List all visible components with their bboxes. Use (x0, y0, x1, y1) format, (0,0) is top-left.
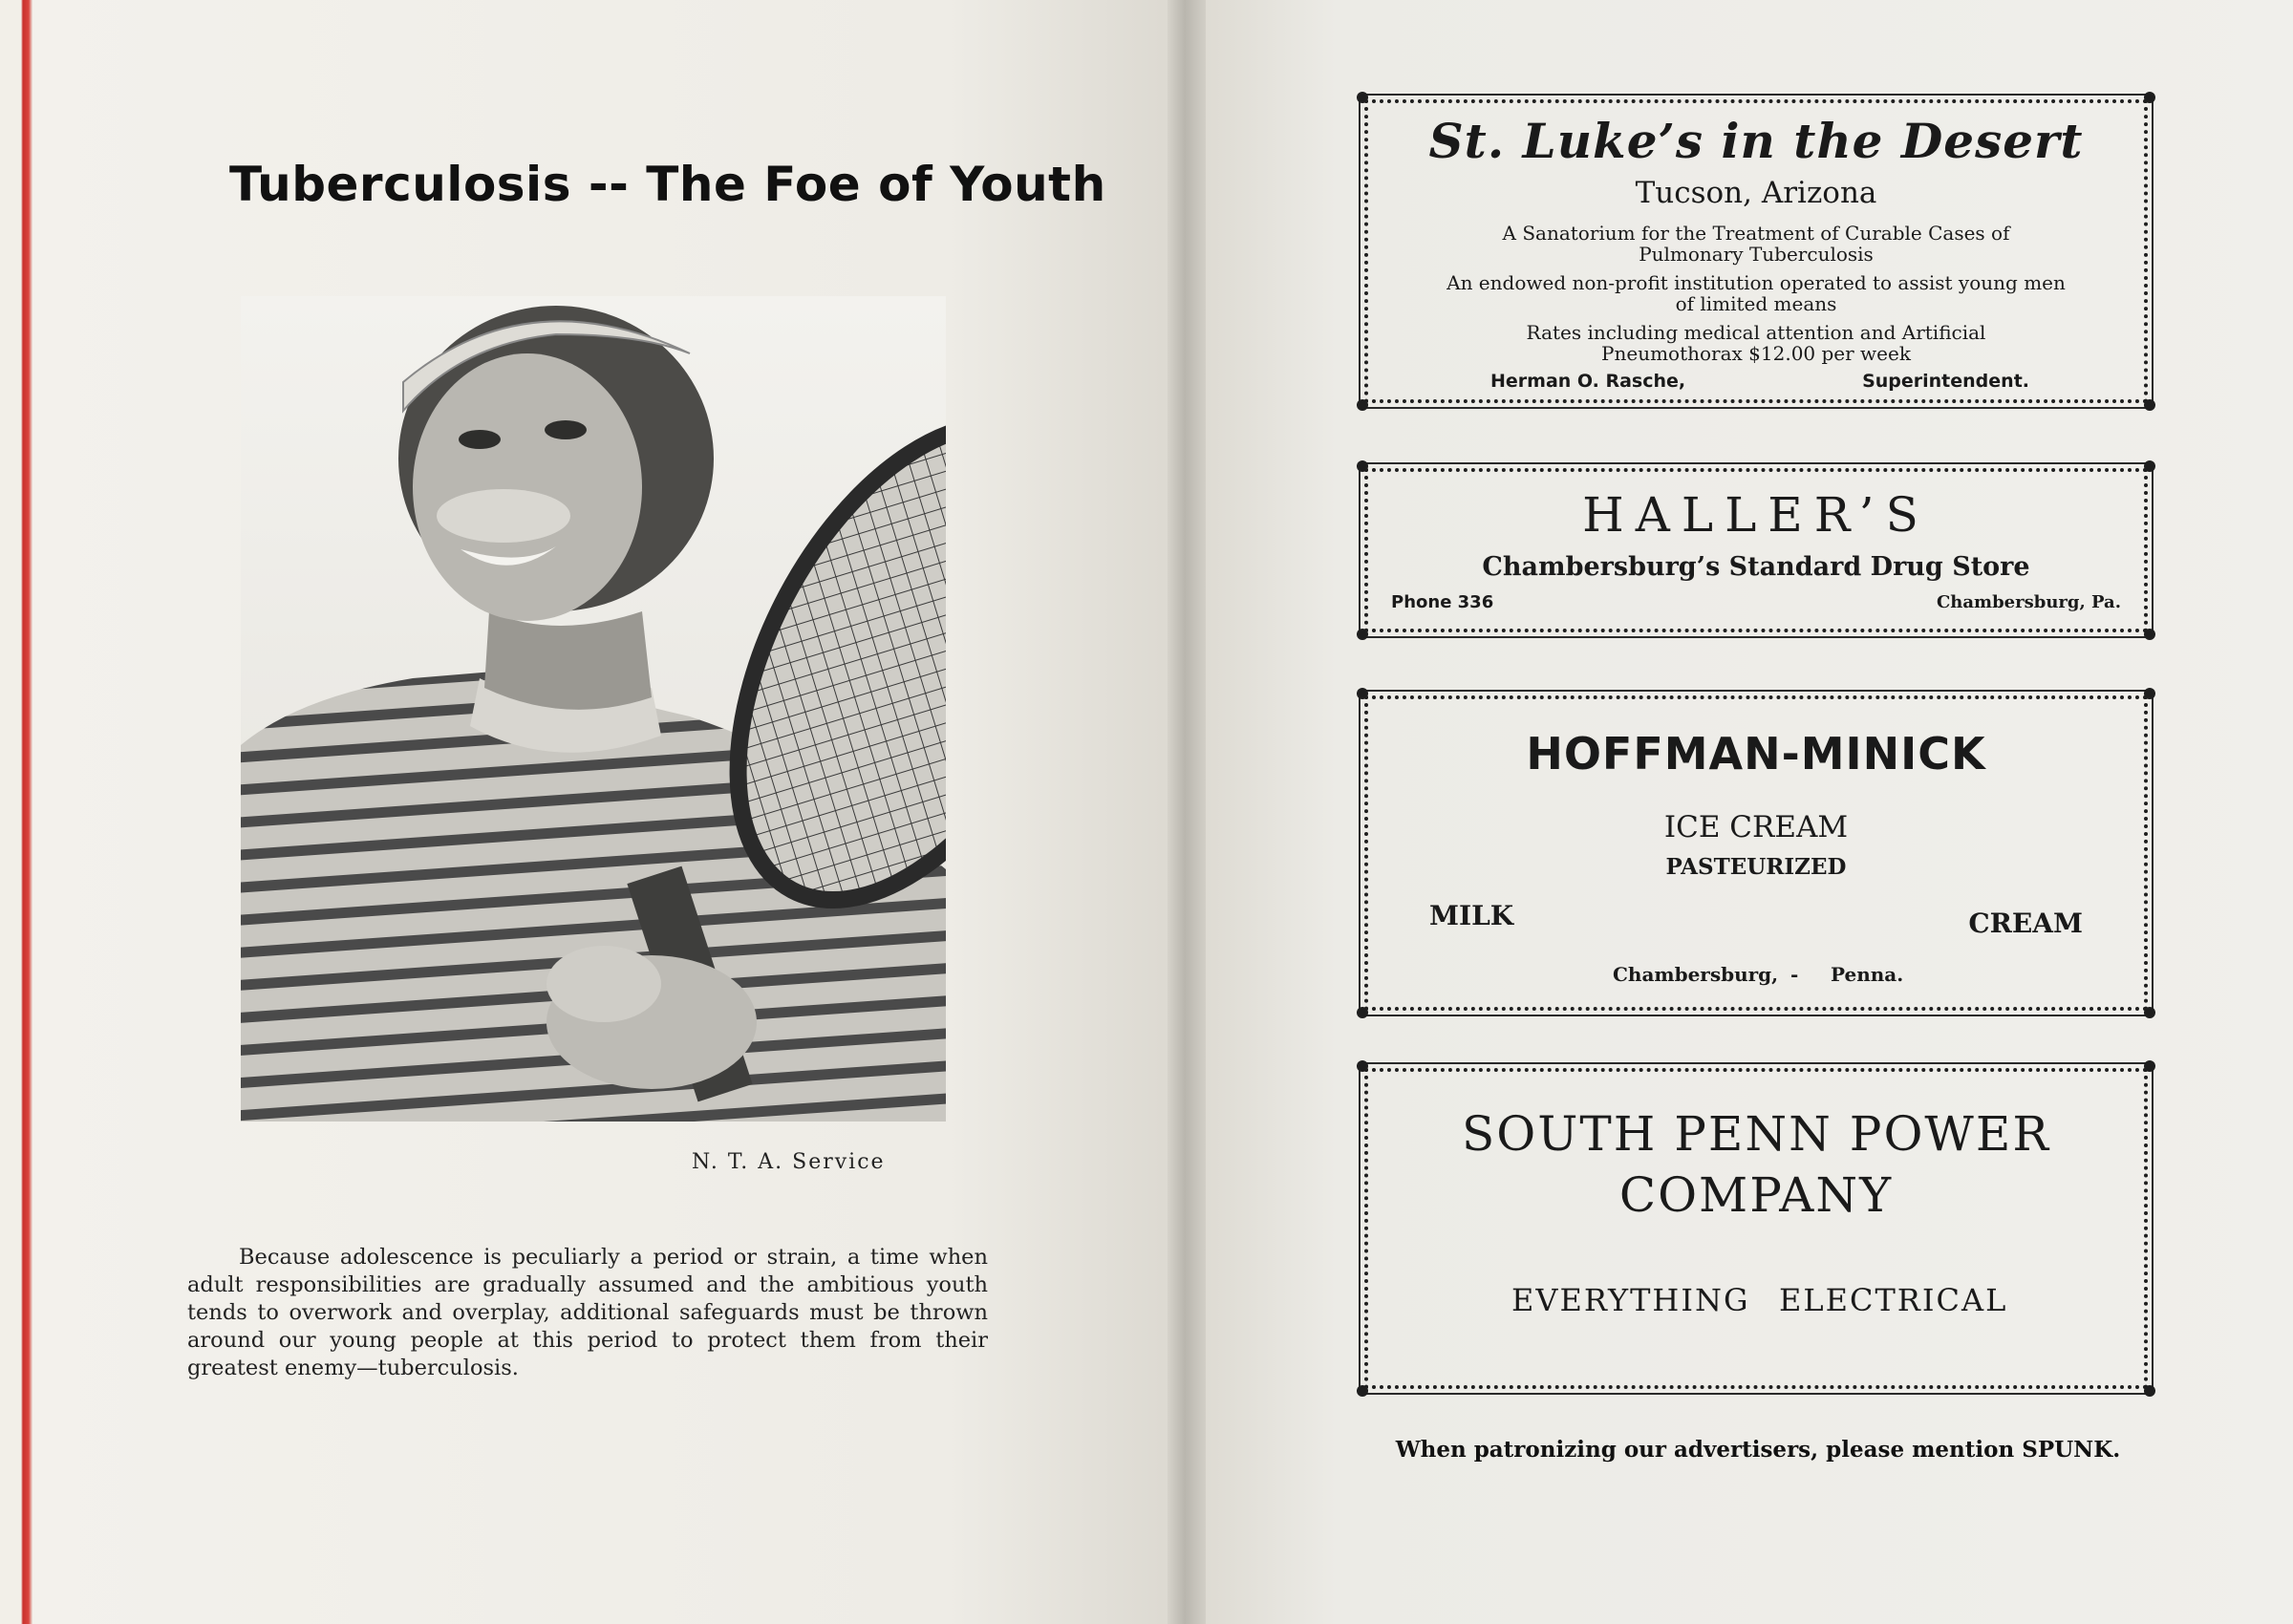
ad-tagline-word2: ELECTRICAL (1779, 1282, 2008, 1318)
ad-role: Superintendent. (1862, 371, 2029, 392)
ornament-dot (1357, 688, 1368, 699)
ornament-dot (2144, 460, 2155, 472)
ad-st-lukes (1364, 99, 2148, 403)
ad-text: An endowed non-profit institution operated to assist young men (1447, 271, 2066, 294)
ornament-dot (2144, 1385, 2155, 1397)
article-heading: Tuberculosis -- The Foe of Youth (229, 157, 1106, 212)
ornament-dot (1357, 1060, 1368, 1072)
ornament-dot (2144, 688, 2155, 699)
ad-subtitle: Chambersburg’s Standard Drug Store (1482, 552, 2030, 582)
ad-tagline-word1: EVERYTHING (1511, 1282, 1750, 1318)
ornament-dot (1357, 92, 1368, 103)
ad-location: Tucson, Arizona (1635, 176, 1877, 210)
article-paragraph: Because adolescence is peculiarly a period or strain, a time when adult responsibilities are gradually assumed and the ambitious youth tends to overwork and overplay, additional safeguards must be thrown around our young people at this period to protect them from their greatest enemy—tuberculosis. (187, 1245, 988, 1380)
ad-town: Chambersburg, Pa. (1936, 592, 2121, 612)
ad-title: HOFFMAN-MINICK (1526, 728, 1986, 780)
ad-south-penn-power (1364, 1068, 2148, 1389)
ornament-dot (2144, 1007, 2155, 1018)
ornament-dot (1357, 1007, 1368, 1018)
ad-product: ICE CREAM (1663, 810, 1849, 844)
ornament-dot (2144, 1060, 2155, 1072)
ad-title: SOUTH PENN POWER (1462, 1106, 2050, 1162)
ornament-dot (1357, 460, 1368, 472)
ad-product-sub: PASTEURIZED (1665, 854, 1847, 880)
ornament-dot (2144, 399, 2155, 411)
ornament-dot (1357, 629, 1368, 640)
ad-title: St. Luke’s in the Desert (1428, 113, 2084, 169)
ad-text: Rates including medical attention and Artificial (1526, 321, 1986, 344)
ad-hoffman-minick (1364, 695, 2148, 1011)
ornament-dot (2144, 629, 2155, 640)
ad-text: Pulmonary Tuberculosis (1639, 243, 1874, 266)
ad-item-cream: CREAM (1968, 908, 2083, 939)
tennis-player-photo (241, 296, 946, 1122)
ornament-dot (1357, 1385, 1368, 1397)
ad-text: A Sanatorium for the Treatment of Curable Cases of (1502, 222, 2010, 245)
red-cover-edge (0, 0, 32, 1624)
ornament-dot (2144, 92, 2155, 103)
ad-hallers (1364, 468, 2148, 632)
ad-separator: - (1790, 963, 1799, 986)
ad-title: HALLER’S (1582, 487, 1930, 543)
page-gutter (1168, 0, 1206, 1624)
ad-item-milk: MILK (1429, 900, 1514, 931)
ad-text: Pneumothorax $12.00 per week (1601, 342, 1911, 365)
advertiser-footer-note: When patronizing our advertisers, please mention SPUNK. (1395, 1437, 2121, 1463)
ad-title-line2: COMPANY (1618, 1167, 1894, 1223)
ad-text: of limited means (1675, 292, 1837, 315)
ad-town: Chambersburg, (1613, 963, 1779, 986)
ad-person: Herman O. Rasche, (1490, 371, 1686, 392)
photo-illustration (241, 296, 946, 1122)
photo-credit: N. T. A. Service (692, 1150, 886, 1174)
ornament-dot (1357, 399, 1368, 411)
ad-state: Penna. (1831, 963, 1904, 986)
ad-phone: Phone 336 (1391, 592, 1494, 612)
